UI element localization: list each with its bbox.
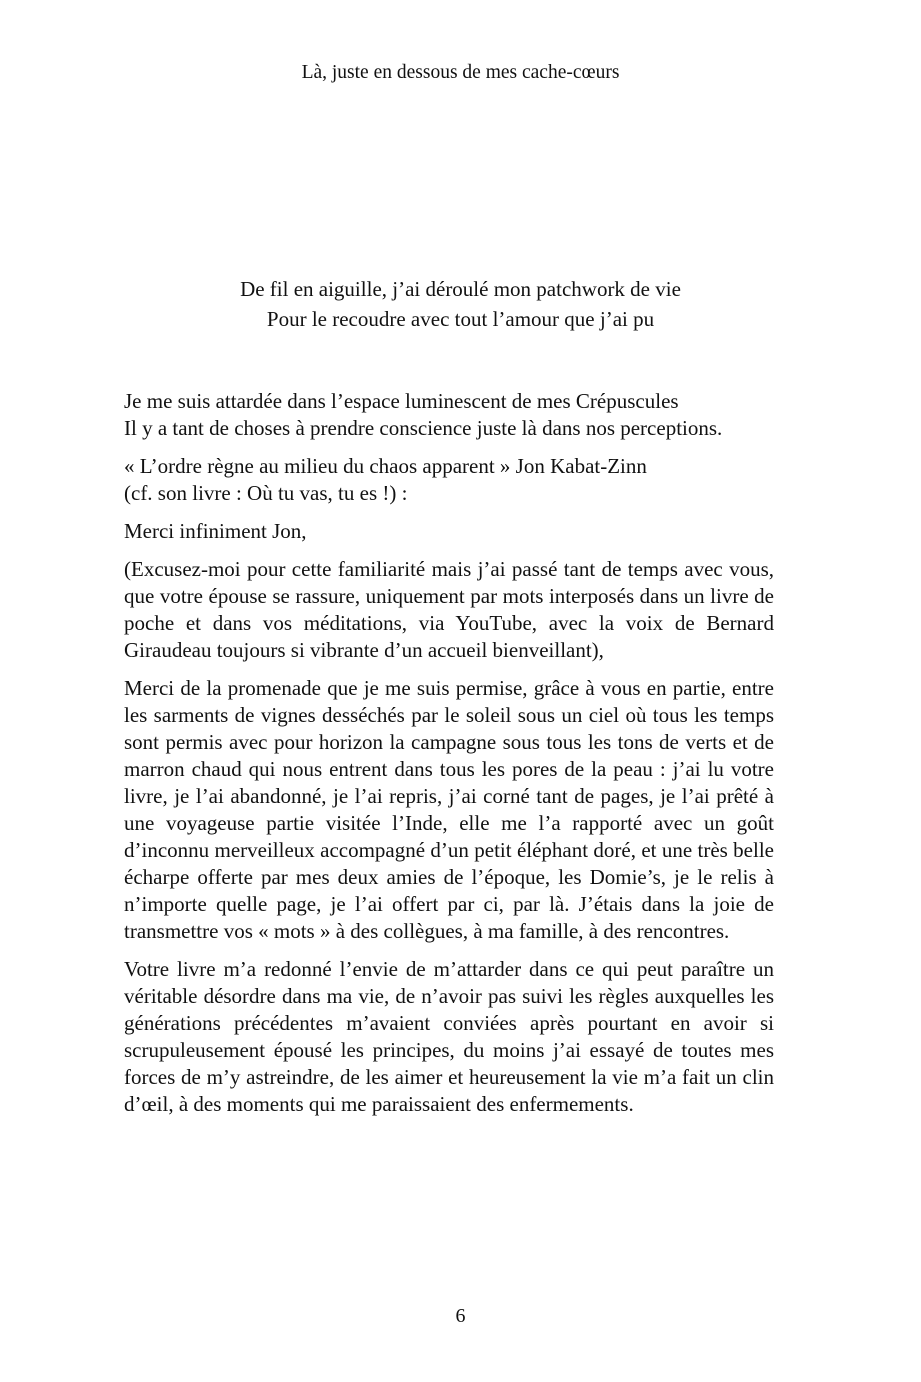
salutation: Merci infiniment Jon, [124, 519, 307, 543]
paragraph-promenade: Merci de la promenade que je me suis permise, grâce à vous en partie, entre les sarments de vignes desséchés par le soleil sous un ciel où tous les temps sont permis avec pour horizon la campagne sous tous les tons de verts et de marron chaud qui nous entrent dans tous les pores de la peau : j’ai lu votre livre, je l’ai abandonné, je l’ai repris, j’ai corné tant de pages, je l’ai prêté à une voyageuse partie visitée l’Inde, elle me l’a rapporté avec un goût d’inconnu merveilleux accompagné d’un petit éléphant doré, et une très belle écharpe offerte par mes deux amies de l’époque, les Domie’s, je le relis à n’importe quelle page, je l’ai offert par ci, par là. J’étais dans la joie de transmettre vos « mots » à des collègues, à ma famille, à des rencontres. [124, 676, 774, 943]
paragraph-livre: Votre livre m’a redonné l’envie de m’attarder dans ce qui peut paraître un véritable désordre dans ma vie, de n’avoir pas suivi les règles auxquelles les générations précédentes m’avaient conviées après pourtant en avoir si scrupuleusement épousé les principes, du moins j’ai essayé de toutes mes forces de m’y astreindre, de les aimer et heureusement la vie m’a fait un clin d’œil, à des moments qui me paraissaient des enfermements. [124, 957, 774, 1116]
body-text [124, 388, 774, 1129]
epigraph-line: De fil en aiguille, j’ai déroulé mon patchwork de vie [240, 277, 681, 301]
paragraph-crepuscules [124, 388, 774, 442]
citation-line: (cf. son livre : Où tu vas, tu es !) : [124, 481, 408, 505]
epigraph-line: Pour le recoudre avec tout l’amour que j’ai pu [266, 307, 655, 331]
paragraph-excuse: (Excusez-moi pour cette familiarité mais j’ai passé tant de temps avec vous, que votre épouse se rassure, uniquement par mots interposés dans un livre de poche et dans vos méditations, via YouTube, avec la voix de Bernard Giraudeau toujours si vibrante d’un accueil bienveillant), [124, 557, 774, 662]
paragraph-line: Il y a tant de choses à prendre conscience juste là dans nos perceptions. [124, 416, 723, 440]
paragraph-line: Je me suis attardée dans l’espace luminescent de mes Crépuscules [124, 389, 679, 413]
quotation-paragraph [124, 453, 774, 507]
page-number: 6 [455, 1305, 466, 1327]
running-header: Là, juste en dessous de mes cache-cœurs [301, 62, 620, 83]
quotation-line: « L’ordre règne au milieu du chaos apparent » Jon Kabat-Zinn [124, 454, 647, 478]
epigraph [0, 274, 921, 334]
